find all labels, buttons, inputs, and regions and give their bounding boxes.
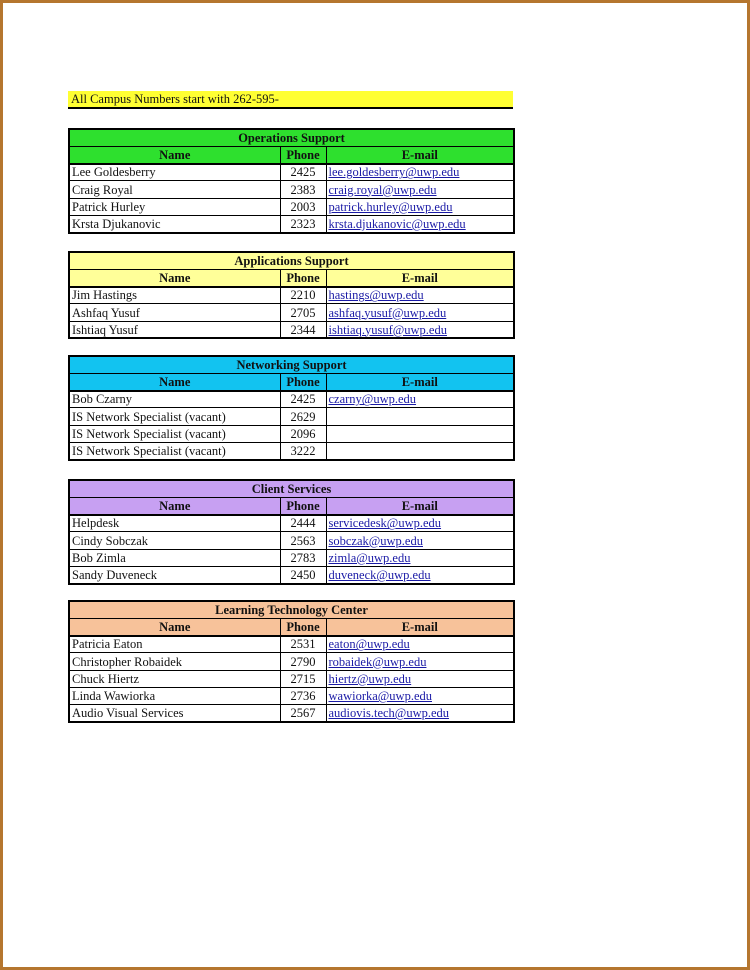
email-link[interactable]: wawiorka@uwp.edu	[328, 689, 432, 704]
email-header: E-mail	[326, 373, 514, 390]
phone-extension: 2563	[280, 532, 326, 549]
email-link[interactable]: sobczak@uwp.edu	[328, 533, 423, 548]
email-link[interactable]: patrick.hurley@uwp.edu	[328, 199, 453, 214]
contact-name: Ashfaq Yusuf	[69, 304, 280, 321]
contact-name: Patrick Hurley	[69, 198, 280, 215]
email-link[interactable]: ishtiaq.yusuf@uwp.edu	[328, 322, 447, 337]
applications-support-table	[68, 251, 515, 339]
email-link[interactable]: ashfaq.yusuf@uwp.edu	[328, 305, 447, 320]
table-row	[69, 391, 514, 408]
email-cell	[326, 653, 514, 670]
table-row	[69, 287, 514, 304]
email-cell	[326, 705, 514, 722]
phone-header: Phone	[280, 146, 326, 163]
email-header: E-mail	[326, 497, 514, 514]
table-row	[69, 653, 514, 670]
contact-name: Jim Hastings	[69, 287, 280, 304]
contact-name: Christopher Robaidek	[69, 653, 280, 670]
section-title: Client Services	[69, 480, 514, 497]
contact-name: IS Network Specialist (vacant)	[69, 442, 280, 459]
contact-name: Ishtiaq Yusuf	[69, 321, 280, 338]
contact-name: Craig Royal	[69, 181, 280, 198]
phone-extension: 2425	[280, 164, 326, 181]
table-row	[69, 304, 514, 321]
email-link[interactable]: eaton@uwp.edu	[328, 637, 410, 652]
contact-name: Helpdesk	[69, 515, 280, 532]
section-title: Networking Support	[69, 356, 514, 373]
table-row	[69, 515, 514, 532]
email-cell	[326, 287, 514, 304]
contact-name: Cindy Sobczak	[69, 532, 280, 549]
contact-name: Krsta Djukanovic	[69, 215, 280, 232]
phone-header: Phone	[280, 269, 326, 286]
email-cell	[326, 215, 514, 232]
table-row	[69, 670, 514, 687]
contact-name: Chuck Hiertz	[69, 670, 280, 687]
name-header: Name	[69, 373, 280, 390]
table-row	[69, 408, 514, 425]
contact-name: Lee Goldesberry	[69, 164, 280, 181]
phone-extension: 2567	[280, 705, 326, 722]
name-header: Name	[69, 497, 280, 514]
section-title: Applications Support	[69, 252, 514, 269]
name-header: Name	[69, 269, 280, 286]
table-row	[69, 215, 514, 232]
table-row	[69, 425, 514, 442]
table-row	[69, 321, 514, 338]
contact-name: IS Network Specialist (vacant)	[69, 425, 280, 442]
contact-name: Sandy Duveneck	[69, 566, 280, 583]
operations-support-table	[68, 128, 515, 234]
email-cell	[326, 391, 514, 408]
phone-extension: 2425	[280, 391, 326, 408]
email-cell	[326, 321, 514, 338]
table-row	[69, 532, 514, 549]
campus-numbers-banner: All Campus Numbers start with 262-595-	[68, 91, 513, 109]
phone-extension: 2210	[280, 287, 326, 304]
email-link[interactable]: servicedesk@uwp.edu	[328, 516, 442, 531]
contact-name: IS Network Specialist (vacant)	[69, 408, 280, 425]
table-row	[69, 198, 514, 215]
table-row	[69, 687, 514, 704]
email-cell	[326, 532, 514, 549]
email-cell	[326, 549, 514, 566]
phone-header: Phone	[280, 373, 326, 390]
email-link[interactable]: krsta.djukanovic@uwp.edu	[328, 216, 466, 231]
contact-name: Bob Czarny	[69, 391, 280, 408]
phone-extension: 2096	[280, 425, 326, 442]
email-cell	[326, 304, 514, 321]
learning-technology-center-table	[68, 600, 515, 723]
phone-extension: 2705	[280, 304, 326, 321]
email-link[interactable]: zimla@uwp.edu	[328, 550, 411, 565]
email-cell	[326, 687, 514, 704]
phone-extension: 2450	[280, 566, 326, 583]
phone-extension: 2715	[280, 670, 326, 687]
client-services-table	[68, 479, 515, 585]
table-row	[69, 636, 514, 653]
phone-extension: 2344	[280, 321, 326, 338]
email-link[interactable]: duveneck@uwp.edu	[328, 567, 431, 582]
email-link[interactable]: hastings@uwp.edu	[328, 288, 424, 303]
section-title: Learning Technology Center	[69, 601, 514, 618]
email-header: E-mail	[326, 146, 514, 163]
email-header: E-mail	[326, 269, 514, 286]
email-cell	[326, 198, 514, 215]
phone-header: Phone	[280, 497, 326, 514]
email-cell	[326, 181, 514, 198]
email-cell	[326, 164, 514, 181]
contact-name: Patricia Eaton	[69, 636, 280, 653]
networking-support-table	[68, 355, 515, 461]
table-row	[69, 442, 514, 459]
email-cell	[326, 636, 514, 653]
table-row	[69, 164, 514, 181]
name-header: Name	[69, 146, 280, 163]
contact-name: Audio Visual Services	[69, 705, 280, 722]
email-header: E-mail	[326, 618, 514, 635]
table-row	[69, 566, 514, 583]
email-link[interactable]: lee.goldesberry@uwp.edu	[328, 165, 460, 180]
phone-extension: 2783	[280, 549, 326, 566]
phone-header: Phone	[280, 618, 326, 635]
name-header: Name	[69, 618, 280, 635]
email-cell	[326, 566, 514, 583]
phone-extension: 2629	[280, 408, 326, 425]
table-row	[69, 549, 514, 566]
phone-extension: 2003	[280, 198, 326, 215]
section-title: Operations Support	[69, 129, 514, 146]
contact-name: Linda Wawiorka	[69, 687, 280, 704]
phone-extension: 2444	[280, 515, 326, 532]
email-link[interactable]: czarny@uwp.edu	[328, 392, 417, 407]
email-link[interactable]: robaidek@uwp.edu	[328, 654, 427, 669]
contact-name: Bob Zimla	[69, 549, 280, 566]
table-row	[69, 181, 514, 198]
phone-extension: 2323	[280, 215, 326, 232]
table-row	[69, 705, 514, 722]
phone-extension: 2736	[280, 687, 326, 704]
email-cell	[326, 425, 514, 442]
email-link[interactable]: hiertz@uwp.edu	[328, 671, 412, 686]
email-cell	[326, 442, 514, 459]
email-cell	[326, 515, 514, 532]
phone-extension: 2790	[280, 653, 326, 670]
phone-extension: 2383	[280, 181, 326, 198]
email-cell	[326, 408, 514, 425]
phone-extension: 2531	[280, 636, 326, 653]
phone-extension: 3222	[280, 442, 326, 459]
email-link[interactable]: audiovis.tech@uwp.edu	[328, 706, 450, 721]
email-link[interactable]: craig.royal@uwp.edu	[328, 182, 437, 197]
email-cell	[326, 670, 514, 687]
